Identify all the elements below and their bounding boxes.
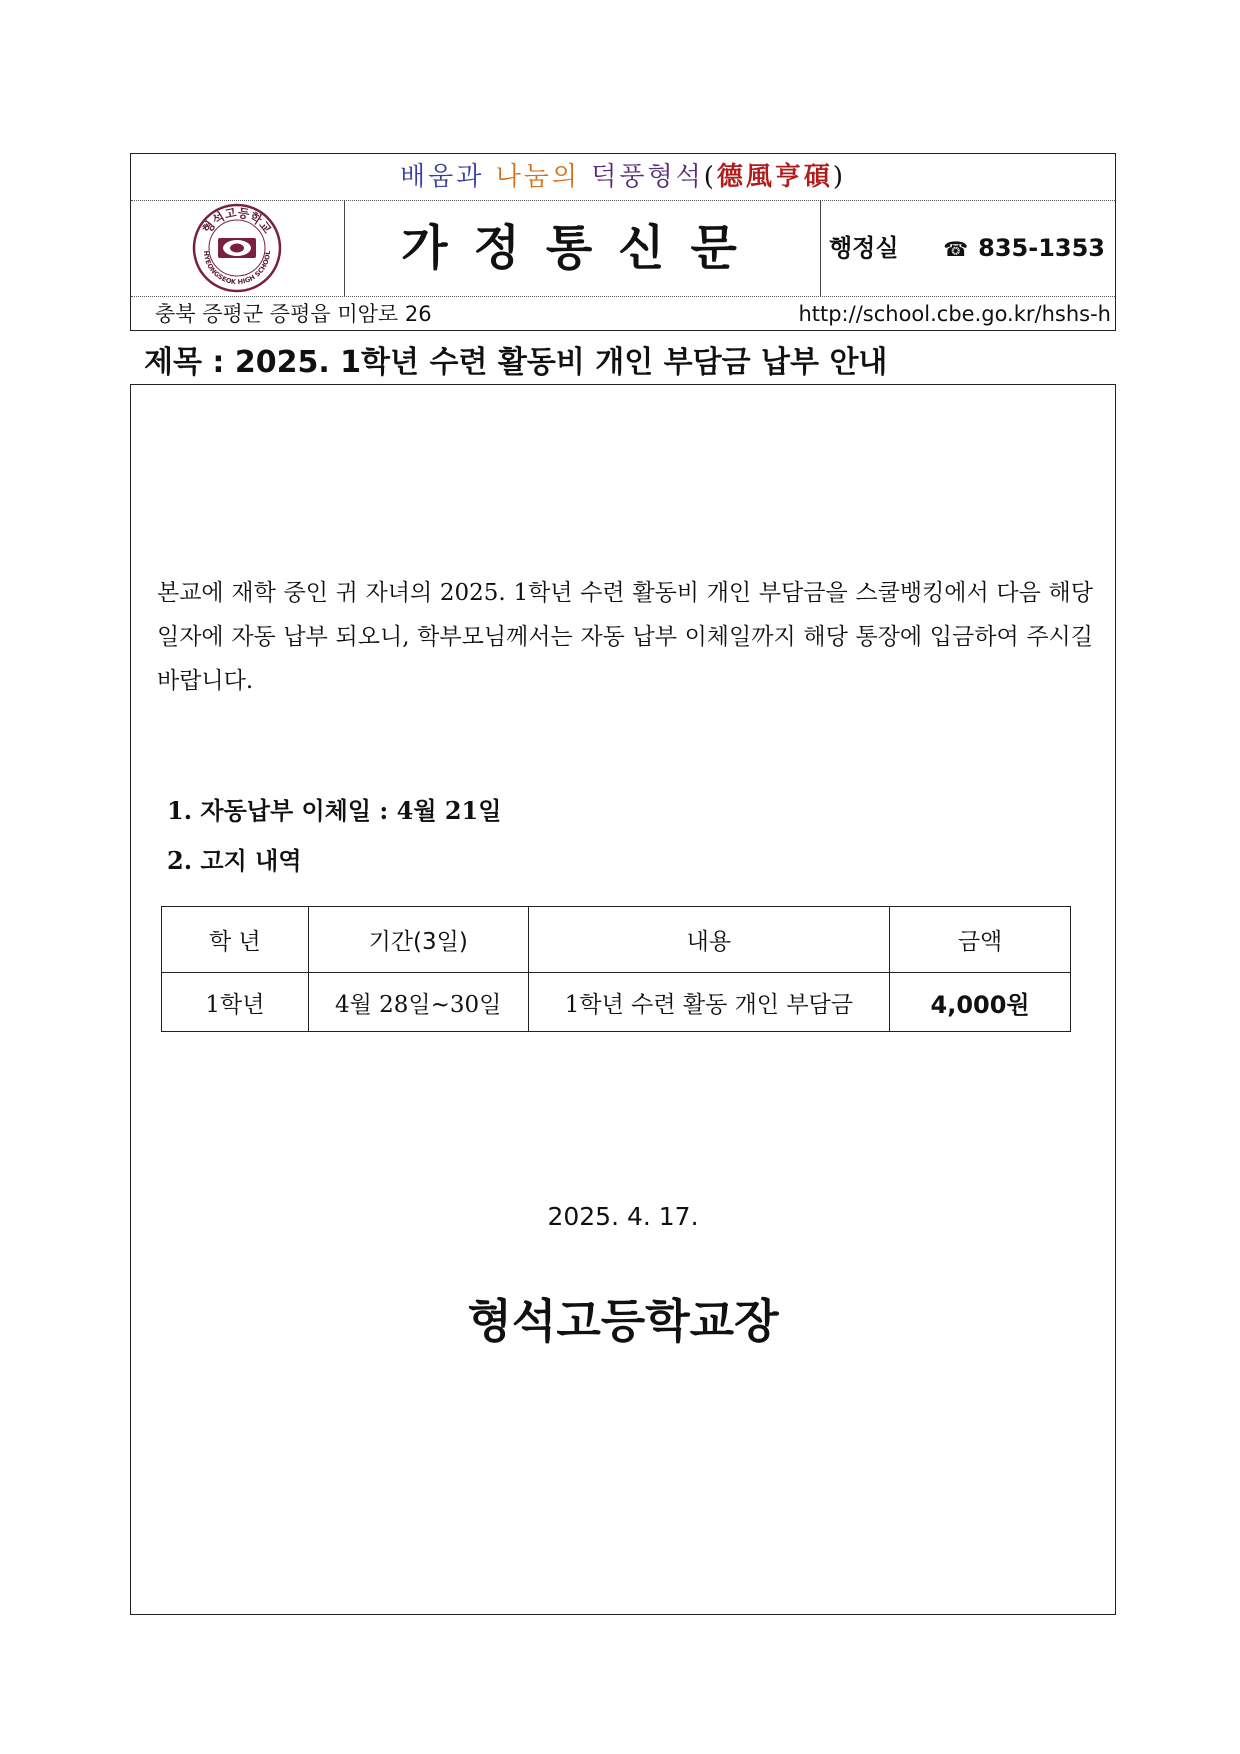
letterhead xyxy=(130,153,1116,331)
school-address: 충북 증평군 증평읍 미암로 26 xyxy=(155,302,432,326)
cell-period: 4월 28일~30일 xyxy=(308,973,528,1032)
subject-line: 제목 : 2025. 1학년 수련 활동비 개인 부담금 납부 안내 xyxy=(144,345,888,380)
cell-grade: 1학년 xyxy=(162,973,309,1032)
school-motto xyxy=(131,154,1115,201)
notice-table xyxy=(161,906,1071,1032)
address-row xyxy=(131,296,1115,331)
motto-part-2: 나눔의 xyxy=(495,162,580,192)
cell-content: 1학년 수련 활동 개인 부담금 xyxy=(528,973,890,1032)
motto-hanja: 德風亨碩 xyxy=(716,162,833,192)
school-url[interactable]: http://school.cbe.go.kr/hshs-h xyxy=(798,302,1111,326)
notice-paragraph: 본교에 재학 중인 귀 자녀의 2025. 1학년 수련 활동비 개인 부담금을 스쿨뱅킹에서 다음 해당 일자에 자동 납부 되오니, 학부모님께서는 자동 납부 이체일까지 해당 통장에 입금하여 주시길 바랍니다. xyxy=(157,580,1093,694)
motto-part-1: 배움과 xyxy=(399,162,485,192)
table-header-row xyxy=(162,907,1071,973)
item-notice-details: 2. 고지 내역 xyxy=(167,846,302,875)
motto-part-3: 덕풍형석 xyxy=(591,162,704,192)
cell-amount: 4,000원 xyxy=(890,973,1071,1032)
notice-body xyxy=(130,384,1116,1615)
issue-date: 2025. 4. 17. xyxy=(547,1202,699,1231)
logo-text-ko: 형석고등학교 xyxy=(199,205,275,237)
document-title: 가정통신문 xyxy=(344,200,821,296)
phone-number: 835-1353 xyxy=(978,234,1105,262)
motto-paren-open: ( xyxy=(703,162,717,192)
header-period: 기간(3일) xyxy=(308,907,528,973)
table-row xyxy=(162,973,1071,1032)
header-amount: 금액 xyxy=(890,907,1071,973)
logo-cell xyxy=(131,200,345,296)
school-logo-icon xyxy=(192,203,282,293)
telephone-icon: ☎ xyxy=(943,237,969,261)
header-grade: 학 년 xyxy=(162,907,309,973)
principal-signature: 형석고등학교장 xyxy=(467,1294,779,1348)
header-content: 내용 xyxy=(528,907,890,973)
logo-text-en: HYEONGSEOK HIGH SCHOOL xyxy=(201,250,273,287)
office-name: 행정실 xyxy=(829,234,899,262)
motto-paren-close: ) xyxy=(832,162,847,192)
item-payment-date: 1. 자동납부 이체일 : 4월 21일 xyxy=(167,796,502,825)
office-phone xyxy=(943,200,1105,296)
